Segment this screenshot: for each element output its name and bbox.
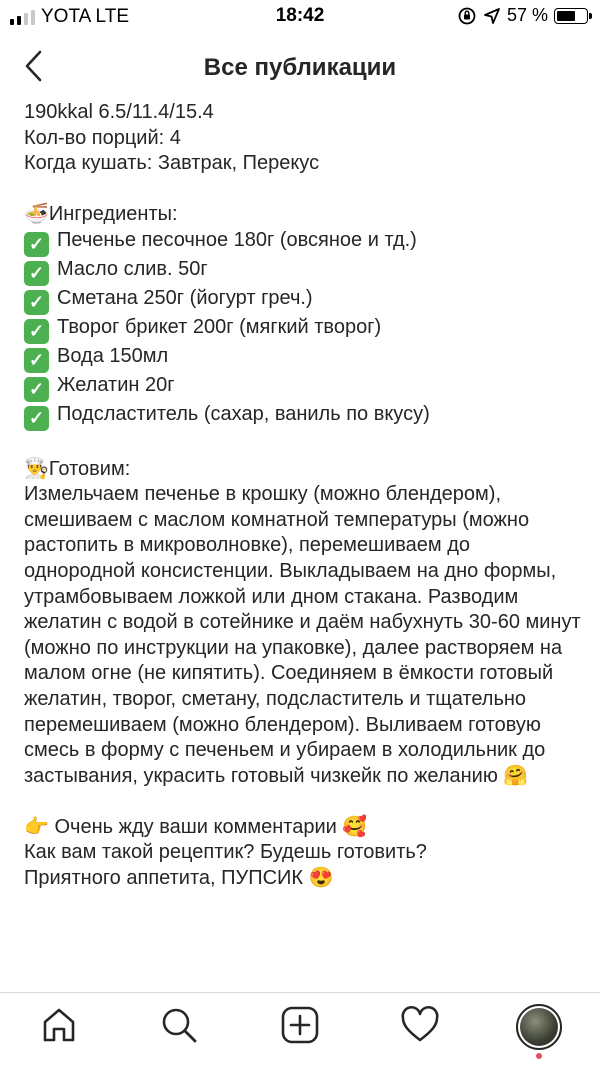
check-mark-icon: ✓ bbox=[24, 261, 49, 286]
ingredient-item: ✓ Подсластитель (сахар, ваниль по вкусу) bbox=[24, 402, 584, 431]
check-mark-icon: ✓ bbox=[24, 377, 49, 402]
noodle-bowl-emoji-icon: 🍜 bbox=[24, 203, 49, 226]
check-mark-icon: ✓ bbox=[24, 406, 49, 431]
method-heading: 👨‍🍳Готовим: bbox=[24, 457, 584, 483]
location-arrow-icon bbox=[483, 7, 501, 25]
search-icon bbox=[159, 1005, 199, 1045]
plus-square-icon bbox=[280, 1005, 320, 1045]
orientation-lock-icon bbox=[457, 6, 477, 26]
post-caption bbox=[24, 100, 584, 992]
farewell-line: Приятного аппетита, ПУПСИК 😍 bbox=[24, 866, 584, 892]
ingredient-item: ✓ Сметана 250г (йогурт греч.) bbox=[24, 286, 584, 315]
check-mark-icon: ✓ bbox=[24, 290, 49, 315]
servings-line: Кол-во порций: 4 bbox=[24, 126, 181, 149]
status-bar bbox=[0, 0, 600, 34]
page-title: Все публикации bbox=[203, 54, 397, 81]
status-time: 18:42 bbox=[275, 5, 325, 26]
check-mark-icon: ✓ bbox=[24, 348, 49, 373]
hugging-face-emoji-icon: 🤗 bbox=[503, 764, 529, 787]
ingredient-item: ✓ Печенье песочное 180г (овсяное и тд.) bbox=[24, 228, 584, 257]
battery-icon bbox=[554, 8, 588, 24]
meal-time-line: Когда кушать: Завтрак, Перекус bbox=[24, 152, 320, 175]
heart-icon bbox=[400, 1005, 440, 1045]
smiling-hearts-emoji-icon: 🥰 bbox=[342, 815, 368, 838]
tab-home[interactable] bbox=[37, 1003, 81, 1047]
comment-line: 👉 Очень жду ваши комментарии 🥰 bbox=[24, 815, 584, 841]
pointing-hand-emoji-icon: 👉 bbox=[24, 815, 49, 838]
check-mark-icon: ✓ bbox=[24, 319, 49, 344]
tab-bar bbox=[0, 992, 600, 1067]
tab-activity[interactable] bbox=[398, 1003, 442, 1047]
ingredient-item: ✓ Вода 150мл bbox=[24, 344, 584, 373]
question-line: Как вам такой рецептик? Будешь готовить? bbox=[24, 841, 427, 864]
nav-bar bbox=[0, 34, 600, 98]
avatar bbox=[520, 1008, 558, 1046]
notification-dot bbox=[536, 1053, 542, 1059]
heart-eyes-emoji-icon: 😍 bbox=[308, 867, 334, 890]
ingredient-item: ✓ Творог брикет 200г (мягкий творог) bbox=[24, 315, 584, 344]
ingredient-item: ✓ Желатин 20г bbox=[24, 373, 584, 402]
tab-profile[interactable] bbox=[516, 1004, 562, 1050]
check-mark-icon: ✓ bbox=[24, 232, 49, 257]
carrier-label: YOTA LTE bbox=[41, 6, 129, 27]
tab-search[interactable] bbox=[157, 1003, 201, 1047]
method-text: Измельчаем печенье в крошку (можно блендером), смешиваем с маслом комнатной температуры (можно растопить в микроволновке), перемешиваем до однородной консистенции. Выкладываем на дно формы, утрамбовываем ложкой или дном стакана. Разводим желатин с водой в сотейнике и даём набухнуть 30-60 минут (можно по инструкции на упаковке), далее растворяем на малом огне (не кипятить). Соединяем в ёмкости готовый желатин, творог, сметану, подсластитель и тщательно перемешиваем (можно блендером). Выливаем готовую смесь в форму с печеньем и убираем в холодильник до застывания, украсить готовый чизкейк по желанию 🤗 bbox=[24, 482, 584, 789]
chef-emoji-icon: 👨‍🍳 bbox=[24, 457, 49, 480]
ingredient-item: ✓ Масло слив. 50г bbox=[24, 257, 584, 286]
battery-percent: 57 % bbox=[506, 5, 548, 25]
home-icon bbox=[39, 1005, 79, 1045]
ingredients-heading: 🍜Ингредиенты: bbox=[24, 202, 584, 228]
nutrition-line: 190kkal 6.5/11.4/15.4 bbox=[24, 101, 214, 123]
tab-create[interactable] bbox=[278, 1003, 322, 1047]
